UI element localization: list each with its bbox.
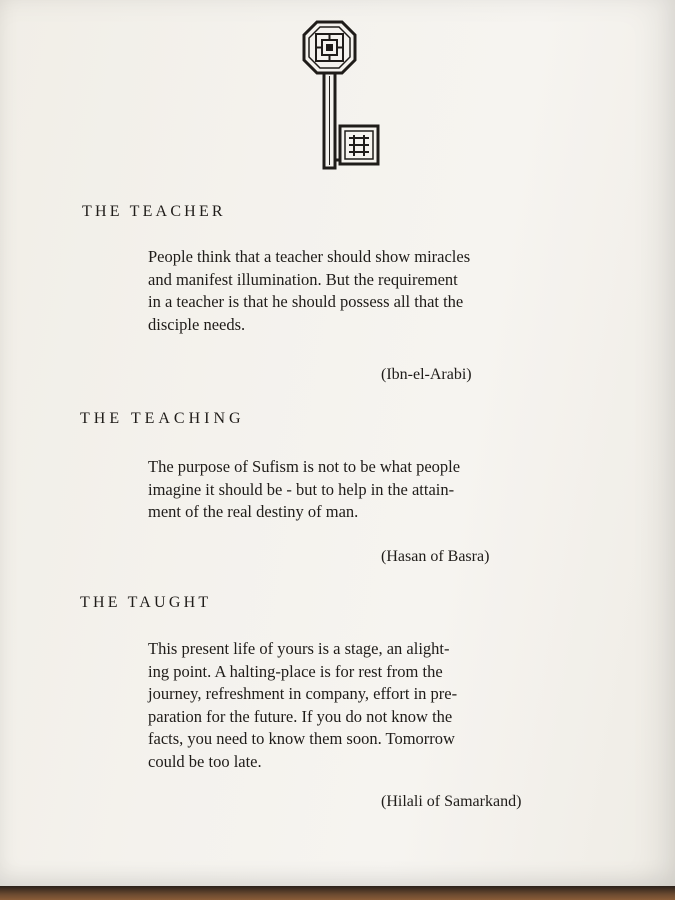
quote-line: People think that a teacher should show miracles [148, 247, 471, 266]
quote-line: ing point. A halting-place is for rest from the [148, 661, 443, 681]
attribution-hasan-of-basra: (Hasan of Basra) [381, 548, 490, 565]
quote-line: in a teacher is that he should possess all that the [148, 292, 464, 312]
quote-line: paration for the future. If you do not know the [148, 706, 453, 726]
quote-line: could be too late. [148, 751, 262, 771]
section-heading-teaching: THE TEACHING [80, 410, 245, 427]
quote-line: The purpose of Sufism is not to be what people [148, 457, 461, 476]
quote-line: facts, you need to know them soon. Tomorrow [148, 729, 455, 749]
page-edge-shadow [0, 886, 675, 900]
attribution-hilali-of-samarkand: (Hilali of Samarkand) [381, 793, 522, 810]
quote-line: and manifest illumination. But the requirement [148, 269, 458, 289]
section-heading-taught: THE TAUGHT [80, 594, 212, 611]
quote-line: journey, refreshment in company, effort in pre- [148, 684, 458, 704]
quote-line: This present life of yours is a stage, an alight- [148, 639, 450, 658]
quote-line: disciple needs. [148, 314, 246, 334]
quote-line: imagine it should be - but to help in the attain- [148, 479, 455, 499]
quote-teaching [148, 456, 598, 524]
attribution-ibn-el-arabi: (Ibn-el-Arabi) [381, 366, 472, 383]
key-knot-emblem-icon [300, 20, 384, 172]
quote-teacher [148, 246, 598, 336]
quote-line: ment of the real destiny of man. [148, 502, 359, 522]
section-heading-teacher: THE TEACHER [82, 203, 226, 220]
quote-taught [148, 638, 598, 774]
